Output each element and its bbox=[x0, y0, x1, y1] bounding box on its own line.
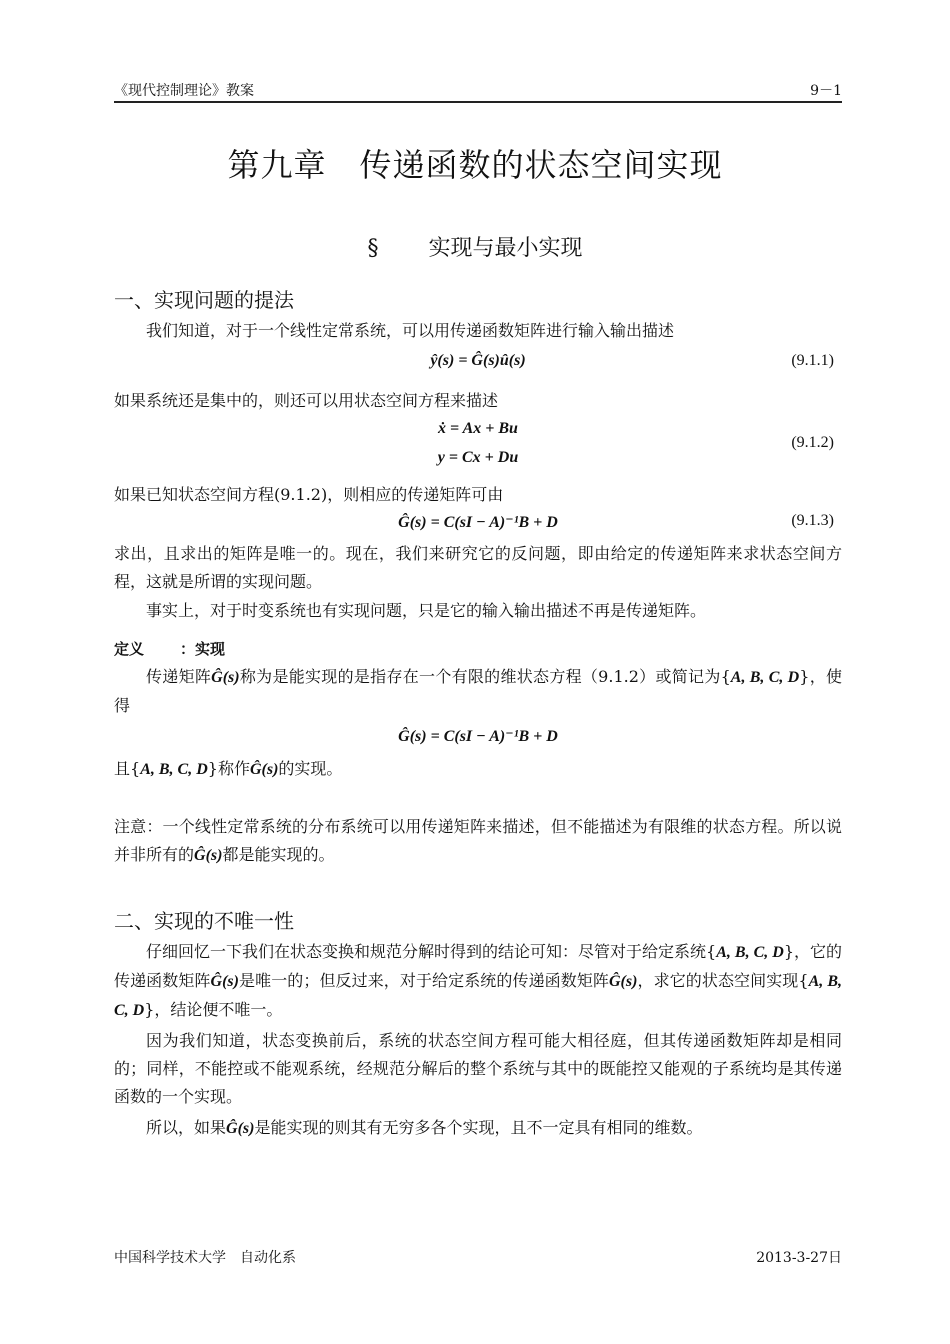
paragraph-conclusion: 所以，如果Ĝ(s)是能实现的则其有无穷多各个实现，且不一定具有相同的维数。 bbox=[146, 1118, 703, 1137]
system-tuple: A, B, C, D bbox=[716, 944, 784, 961]
paragraph-time-varying: 事实上，对于时变系统也有实现问题，只是它的输入输出描述不再是传递矩阵。 bbox=[146, 601, 707, 620]
paragraph-lumped: 如果系统还是集中的，则还可以用状态空间方程来描述 bbox=[114, 391, 499, 410]
paragraph-state-transform: 因为我们知道，状态变换前后，系统的状态空间方程可能大相径庭，但其传递函数矩阵却是相同的；同样，不能控或不能观系统，经规范分解后的整个系统与其中的既能控又能观的子系统均是其传递函数的一个实现。 bbox=[114, 1031, 842, 1106]
paragraph-intro: 我们知道，对于一个线性定常系统，可以用传递函数矩阵进行输入输出描述 bbox=[146, 321, 675, 340]
footer-date: 2013-3-27日 bbox=[756, 1250, 842, 1266]
header-title: 《现代控制理论》教案 bbox=[114, 83, 254, 99]
system-tuple: A, B, C, D bbox=[730, 669, 800, 686]
paragraph-recall: 仔细回忆一下我们在状态变换和规范分解时得到的结论可知：尽管对于给定系统{A, B, C, D}，它的传递函数矩阵Ĝ(s)是唯一的；但反过来，对于给定系统的传递函数矩阵Ĝ(s)，求它的状态空间实现{A, B, C, D}，结论便不唯一。 bbox=[114, 942, 842, 1019]
definition-title: ：实现 bbox=[180, 640, 226, 658]
equation-9-1-1-number: (9.1.1) bbox=[791, 352, 834, 369]
heading-realization-problem: 一、实现问题的提法 bbox=[114, 288, 294, 312]
footer-institution: 中国科学技术大学 自动化系 bbox=[114, 1250, 296, 1266]
paragraph-inverse-problem: 求出，且求出的矩阵是唯一的。现在，我们来研究它的反问题，即由给定的传递矩阵来求状态空间方程，这就是所谓的实现问题。 bbox=[114, 544, 842, 591]
header-rule bbox=[114, 101, 842, 103]
section-title bbox=[0, 231, 950, 262]
equation-9-1-1-body: ŷ(s) = Ĝ(s)û(s) bbox=[430, 352, 526, 369]
section-title-text: 实现与最小实现 bbox=[428, 236, 583, 261]
chapter-title: 第九章 传递函数的状态空间实现 bbox=[227, 146, 723, 184]
note-paragraph: 注意：一个线性定常系统的分布系统可以用传递矩阵来描述，但不能描述为有限维的状态方程。所以说并非所有的Ĝ(s)都是能实现的。 bbox=[114, 817, 842, 864]
document-page: 《现代控制理论》教案 9－1 第九章 传递函数的状态空间实现 § 实现与最小实现 一、实现问题的提法 我们知道，对于一个线性定常系统，可以用传递函数矩阵进行输入输出描述 ŷ(s) = Ĝ(s)û(s) (9.1.1) 如果系统还是集中的，则还可以用状态空间方程来描述 ẋ = Ax + Bu y = Cx + Du (9.1.2) 如果已知状态空间方程(9.1.2)，则相应的传递矩阵可由 Ĝ(s) = C(sI − A)⁻¹B + D (9.1.3) 求出，且求出的矩阵是唯一的。现在，我们来研究它的反问题，即由给定的传递矩阵来求状态空间方程，这就是所谓的实现问题。 事实上，对于时变系统也有实现问题，只是它的输入输出描述不再是传递矩阵。 定义 ：实现 传递矩阵Ĝ(s)称为是能实现的是指存在一个有限的维状态方程（9.1.2）或简记为{A, B, C, D}，使得 Ĝ(s) = C(sI − A)⁻¹B + D 且{A, B, C, D}称作Ĝ(s)的实现。 注意：一个线性定常系统的分布系统可以用传递矩阵来描述，但不能描述为有限维的状态方程。所以说并非所有的Ĝ(s)都是能实现的。 二、实现的不唯一性 仔细回忆一下我们在状态变换和规范分解时得到的结论可知：尽管对于给定系统{A, B, C, D}，它的传递函数矩阵Ĝ(s)是唯一的；但反过来，对于给定系统的传递函数矩阵Ĝ(s)，求它的状态空间实现{A, B, C, D}，结论便不唯一。 因为我们知道，状态变换前后，系统的状态空间方程可能大相径庭，但其传递函数矩阵却是相同的；同样，不能控或不能观系统，经规范分解后的整个系统与其中的既能控又能观的子系统均是其传递函数的一个实现。 所以，如果Ĝ(s)是能实现的则其有无穷多各个实现，且不一定具有相同的维数。 中国科学技术大学 自动化系 2013-3-27日 bbox=[0, 0, 950, 1344]
system-tuple: A, B, C, D bbox=[140, 761, 208, 778]
equation-9-1-3-number: (9.1.3) bbox=[791, 512, 834, 529]
definition-tail: 且{A, B, C, D}称作Ĝ(s)的实现。 bbox=[114, 759, 343, 778]
running-header bbox=[114, 80, 842, 100]
equation-9-1-3-body: Ĝ(s) = C(sI − A)⁻¹B + D bbox=[398, 514, 558, 531]
transfer-matrix-symbol: Ĝ(s) bbox=[194, 847, 223, 864]
heading-non-uniqueness: 二、实现的不唯一性 bbox=[114, 909, 294, 933]
section-symbol: § bbox=[367, 236, 379, 261]
transfer-matrix-symbol: Ĝ(s) bbox=[609, 973, 638, 990]
equation-9-1-2-output: y = Cx + Du bbox=[437, 449, 519, 466]
transfer-matrix-symbol: Ĝ(s) bbox=[226, 1120, 255, 1137]
definition-label bbox=[114, 638, 225, 659]
equation-9-1-2-state: ẋ = Ax + Bu bbox=[438, 420, 518, 437]
header-page-number: 9－1 bbox=[810, 83, 842, 99]
equation-9-1-2-number: (9.1.2) bbox=[791, 434, 834, 451]
paragraph-known-state: 如果已知状态空间方程(9.1.2)，则相应的传递矩阵可由 bbox=[114, 485, 504, 504]
transfer-matrix-symbol: Ĝ(s) bbox=[210, 973, 239, 990]
definition-word: 定义 bbox=[114, 640, 145, 658]
definition-body: 传递矩阵Ĝ(s)称为是能实现的是指存在一个有限的维状态方程（9.1.2）或简记为{A, B, C, D}，使得 bbox=[114, 667, 842, 715]
system-tuple: A, B, C, D bbox=[114, 973, 842, 1019]
transfer-matrix-symbol: Ĝ(s) bbox=[211, 669, 240, 686]
transfer-matrix-symbol: Ĝ(s) bbox=[249, 761, 279, 778]
